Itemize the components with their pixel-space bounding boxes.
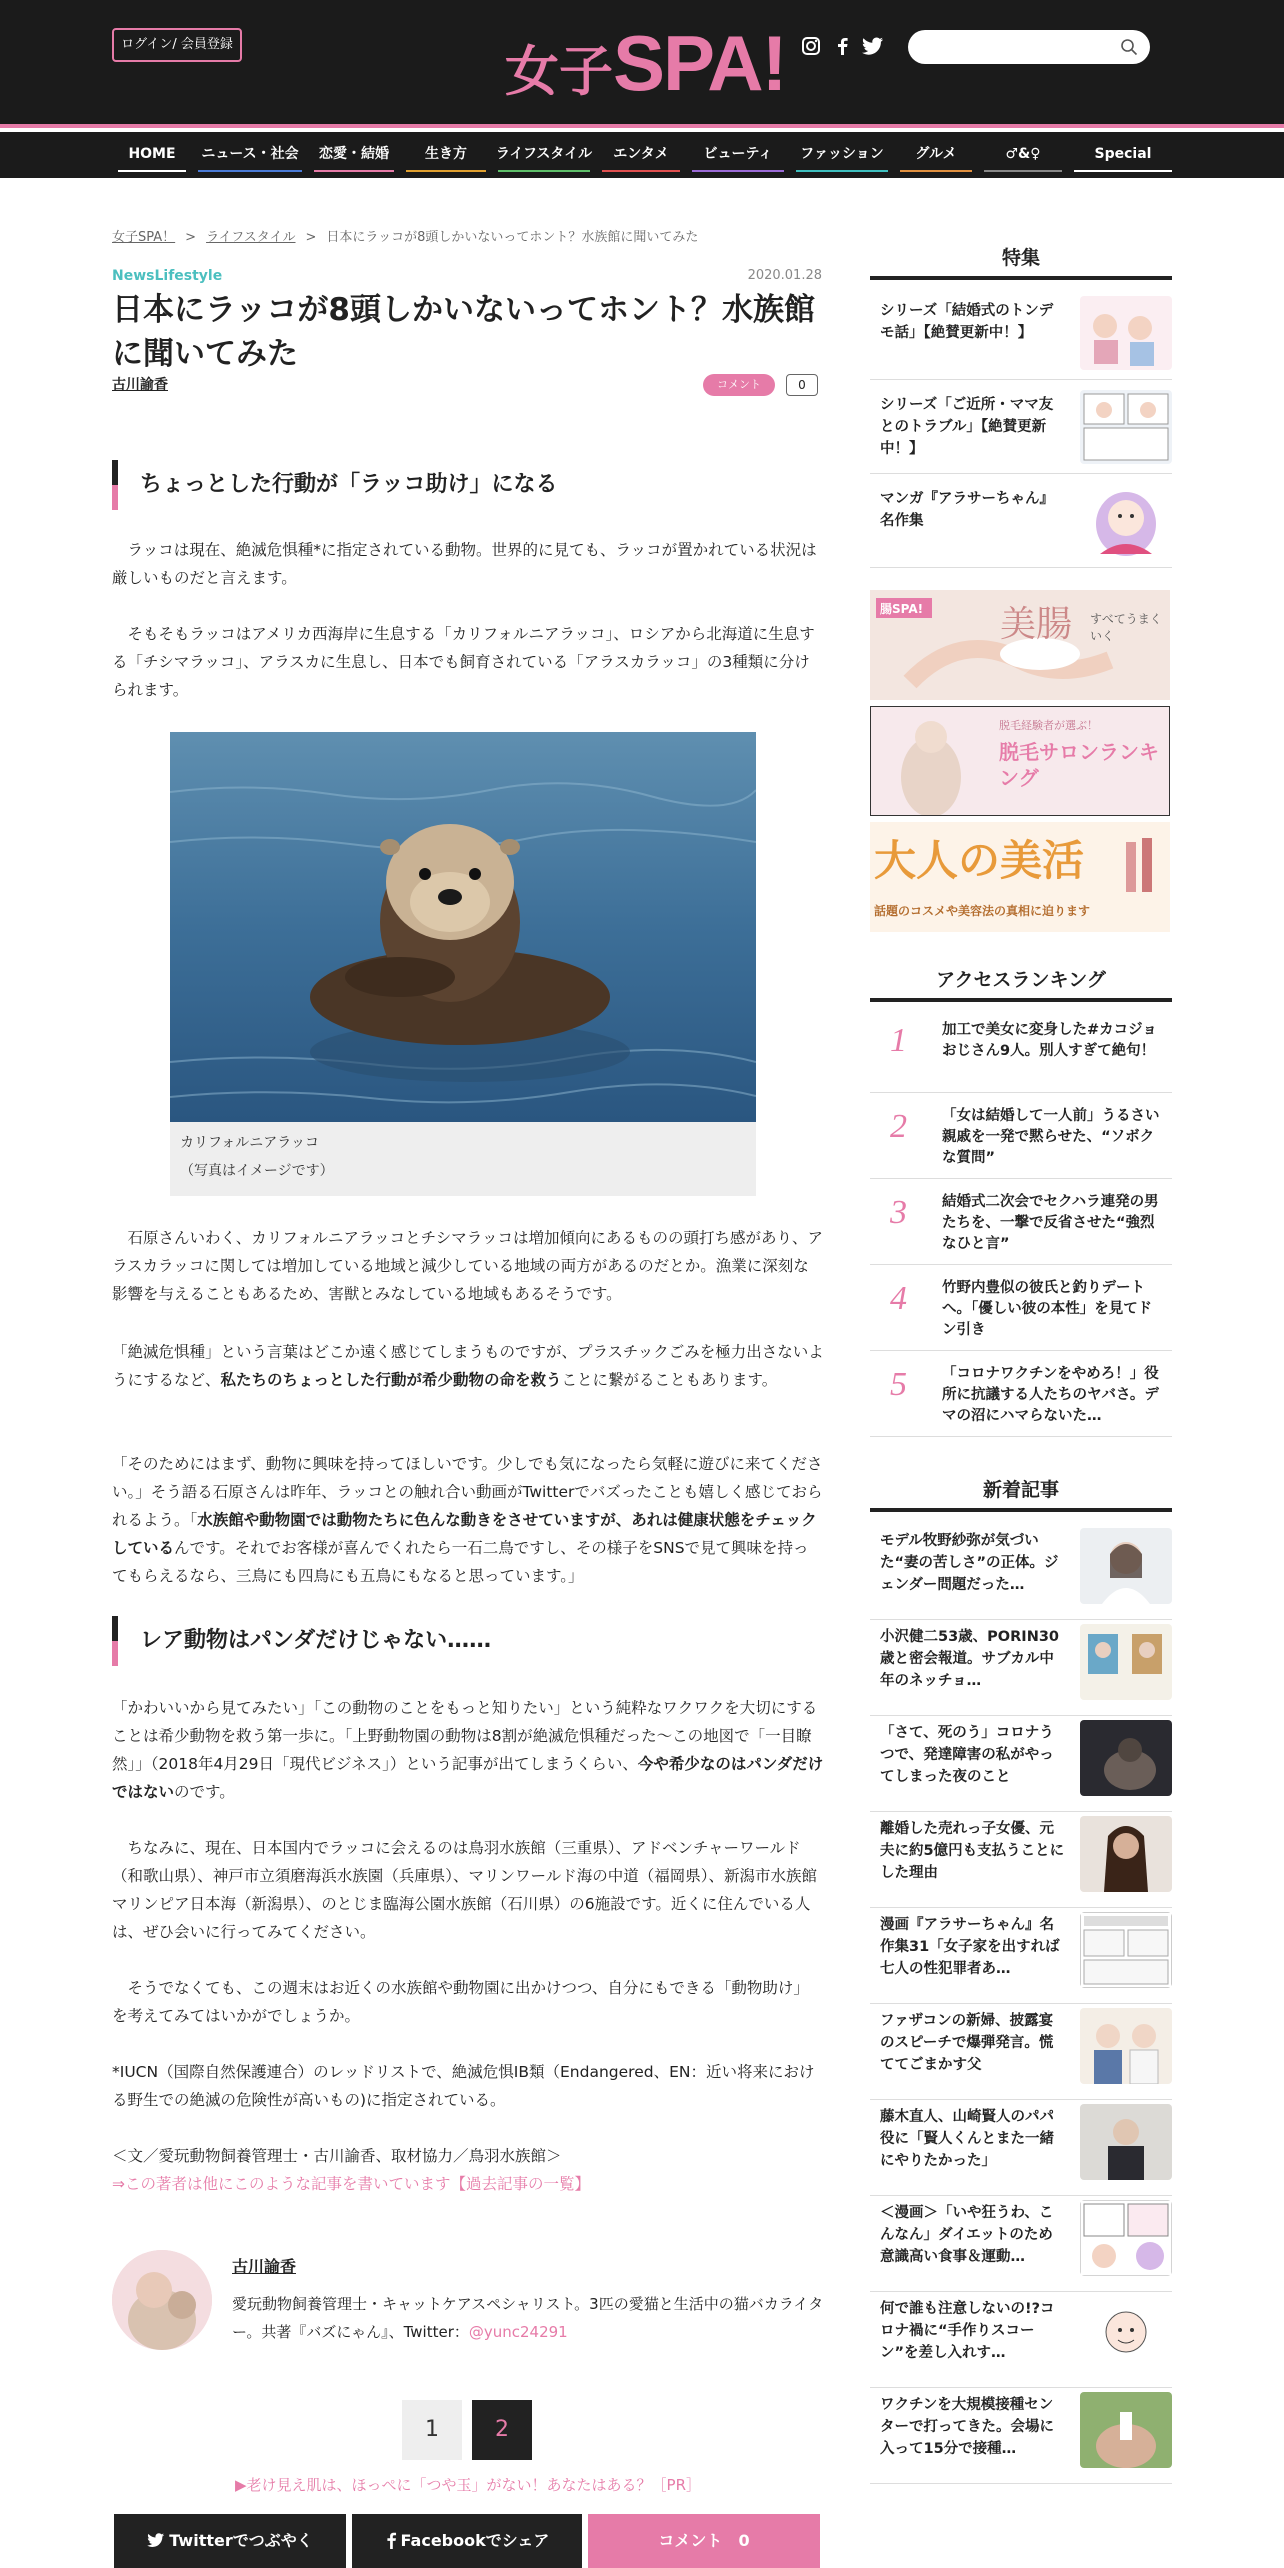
rank-number: 3	[890, 1194, 907, 1231]
new-article-item[interactable]	[870, 1812, 1172, 1908]
new-article-item[interactable]	[870, 2100, 1172, 2196]
article-paragraph: そもそもラッコはアメリカ西海岸に生息する「カリフォルニアラッコ」、ロシアから北海道に生息する「チシマラッコ」、アラスカに生息し、日本でも飼育されている「アラスカラッコ」の3種類に分けられます。	[112, 625, 815, 699]
featured-item-text: シリーズ「ご近所・ママ友とのトラブル」【絶賛更新中！】	[880, 397, 1054, 457]
ranking-item[interactable]	[870, 1352, 1172, 1437]
new-article-text: 何で誰も注意しないの!?コロナ禍に“手作りスコーン”を差し入れす…	[880, 2301, 1055, 2361]
article-paragraph: そうでなくても、この週末はお近くの水族館や動物園に出かけつつ、自分にもできる「動物助け」を考えてみてはいかがでしょうか。	[112, 1979, 809, 2025]
new-article-item[interactable]	[870, 1908, 1172, 2004]
text-span: 「絶滅危惧種」という言葉はどこか遠く感じてしまうものですが、プラスチックごみを極力出さないようにするなど、	[112, 1343, 824, 1389]
past-articles-link[interactable]: ⇒この著者は他にこのような記事を書いています【過去記事の一覧】	[112, 2175, 590, 2193]
rank-text: 結婚式二次会でセクハラ連発の男たちを、一撃で反省させた“強烈なひと言”	[942, 1194, 1159, 1252]
ad-tag: 腸SPA!	[880, 602, 924, 616]
new-article-text: 藤木直人、山崎賢人のパパ役に「賢人くんとまた一緒にやりたかった」	[880, 2109, 1054, 2169]
photo-caption-note: （写真はイメージです）	[180, 1163, 334, 1179]
nav-underline	[314, 170, 394, 172]
breadcrumb-section[interactable]: ライフスタイル	[206, 230, 296, 245]
new-article-text: 小沢健二53歳、PORIN30歳と密会報道。サブカル中年のネッチョ…	[880, 1629, 1060, 1689]
text-span: んです。それでお客様が喜んでくれたら一石二鳥ですし、その様子をSNSで見て興味を持ってもらえるなら、三鳥にも四鳥にも五鳥にもなると思っています。」	[112, 1539, 809, 1585]
page-button-2[interactable]: 2	[472, 2400, 532, 2460]
ad-title: 脱毛サロンランキング	[999, 740, 1159, 790]
breadcrumb	[112, 226, 698, 245]
featured-thumbnail	[1080, 484, 1172, 558]
facebook-icon[interactable]	[832, 36, 854, 58]
nav-label: 生き方	[425, 146, 467, 162]
ranking-item[interactable]	[870, 1008, 1172, 1093]
text-span: のです。	[174, 1783, 235, 1801]
nav-underline	[498, 170, 590, 172]
new-article-item[interactable]	[870, 2196, 1172, 2292]
article-figure	[170, 732, 756, 1196]
comment-label: コメント	[658, 2531, 723, 2550]
twitter-share-button[interactable]	[114, 2514, 346, 2568]
nav-underline	[692, 170, 784, 172]
new-article-text: 「さて、死のう」コロナうつで、発達障害の私がやってしまった夜のこと	[880, 1725, 1054, 1785]
featured-item-text: シリーズ「結婚式のトンデモ話」【絶賛更新中！】	[880, 303, 1054, 341]
ad-title: 大人の美活	[874, 836, 1085, 885]
new-article-text: ファザコンの新婦、披露宴のスピーチで爆弾発言。慌ててごまかす父	[880, 2013, 1054, 2073]
site-logo[interactable]	[505, 18, 786, 108]
nav-item-lifestyle[interactable]	[492, 132, 596, 178]
featured-item[interactable]	[870, 478, 1172, 568]
nav-label: ビューティ	[703, 146, 773, 162]
breadcrumb-current: 日本にラッコが8頭しかいないってホント？水族館に聞いてみた	[326, 230, 699, 245]
new-article-thumbnail	[1080, 1816, 1172, 1892]
breadcrumb-separator: >	[305, 230, 317, 245]
ad-banner-gut[interactable]	[870, 590, 1170, 700]
rank-number: 4	[890, 1280, 907, 1317]
breadcrumb-home[interactable]: 女子SPA！	[112, 230, 176, 245]
new-article-item[interactable]	[870, 2004, 1172, 2100]
new-article-thumbnail	[1080, 1528, 1172, 1604]
facebook-share-button[interactable]	[352, 2514, 582, 2568]
logo-jp: 女子	[505, 40, 613, 103]
comment-count: 0	[738, 2531, 750, 2550]
text-span: 「そのためにはまず、動物に興味を持ってほしいです。少しでも気になったら気軽に遊びに来てください。」そう語る石原さんは昨年、ラッコとの触れ合い動画がTwitterでバズったことも嬉しく感じておられるよう。「	[112, 1455, 823, 1529]
main-nav	[0, 132, 1284, 178]
new-article-item[interactable]	[870, 1716, 1172, 1812]
pr-link[interactable]: ▶老け見え肌は、ほっぺに「つや玉」がない！あなたはある？［PR］	[234, 2476, 701, 2494]
nav-underline	[900, 170, 972, 172]
nav-label: 恋愛・結婚	[319, 146, 389, 162]
new-article-text: 離婚した売れっ子女優、元夫に約5億円も支払うことにした理由	[880, 1821, 1065, 1881]
rank-text: 「女は結婚して一人前」うるさい親戚を一発で黙らせた、“ソボクな質問”	[942, 1108, 1160, 1166]
rank-text: 「コロナワクチンをやめろ！」役所に抗議する人たちのヤバさ。デマの沼にハマらないた…	[942, 1366, 1159, 1424]
new-article-item[interactable]	[870, 1524, 1172, 1620]
new-article-text: 漫画『アラサーちゃん』名作集31「女子家を出すれば七人の性犯罪者あ…	[880, 1917, 1060, 1977]
new-article-thumbnail	[1080, 1912, 1172, 1988]
logo-en: SPA!	[613, 19, 786, 107]
ranking-item[interactable]	[870, 1094, 1172, 1179]
nav-item-gender[interactable]	[978, 132, 1068, 178]
featured-item[interactable]	[870, 290, 1172, 380]
comment-share-button[interactable]	[588, 2514, 820, 2568]
nav-underline	[602, 170, 680, 172]
nav-item-special[interactable]	[1068, 132, 1178, 178]
section-heading: レア動物はパンダだけじゃない……	[112, 1616, 824, 1666]
nav-label: ニュース・社会	[201, 146, 299, 162]
article-footnote: *IUCN（国際自然保護連合）のレッドリストで、絶滅危惧IB類（Endangered、EN：近い将来における野生での絶滅の危険性が高いもの)に指定されている。	[112, 2063, 815, 2109]
sea-otter-photo	[170, 732, 756, 1122]
emphasis-text: 水族館や動物園では動物たちに色んな動きをさせていますが、あれは健康状態をチェックしている	[112, 1511, 817, 1557]
nav-label: Special	[1094, 146, 1152, 162]
twitter-icon	[147, 2532, 165, 2548]
author-description	[232, 2290, 824, 2346]
rank-text: 加工で美女に変身した#カコジョおじさん9人。別人すぎて絶句！	[942, 1022, 1157, 1059]
text-span: ことに繋がることもあります。	[561, 1371, 778, 1389]
ad-subtitle: 話題のコスメや美容法の真相に迫ります	[874, 904, 1091, 918]
ranking-title: アクセスランキング	[870, 962, 1172, 1002]
author-link[interactable]: 古川諭香	[112, 377, 168, 393]
login-button[interactable]: ログイン/ 会員登録	[112, 28, 242, 62]
author-bio: 愛玩動物飼養管理士・キャットケアスペシャリスト。3匹の愛猫と生活中の猫バカライター。共著『バズにゃん』、Twitter：	[232, 2295, 824, 2341]
comment-button[interactable]: コメント	[703, 374, 775, 396]
section-heading: ちょっとした行動が「ラッコ助け」になる	[112, 460, 824, 510]
article-paragraph: ラッコは現在、絶滅危惧種*に指定されている動物。世界的に見ても、ラッコが置かれている状況は厳しいものだと言えます。	[112, 541, 817, 587]
article-paragraph: 石原さんいわく、カリフォルニアラッコとチシマラッコは増加傾向にあるものの頭打ち感があり、アラスカラッコに関しては増加している地域と減少している地域の両方があるのだとか。漁業に深刻な影響を与えることもあるため、害獣とみなしている地域もあるそうです。	[112, 1229, 823, 1303]
article-paragraph	[112, 1338, 824, 1394]
nav-underline	[118, 170, 186, 172]
new-article-item[interactable]	[870, 2388, 1172, 2484]
breadcrumb-separator: >	[185, 230, 197, 245]
comment-count: 0	[786, 374, 818, 396]
nav-underline	[198, 170, 302, 172]
article-paragraph	[112, 1694, 824, 1806]
facebook-icon	[385, 2531, 397, 2549]
nav-item-entame[interactable]	[596, 132, 686, 178]
nav-item-love[interactable]	[308, 132, 400, 178]
twitter-share-label: Twitterでつぶやく	[169, 2531, 313, 2550]
article-paragraph: ちなみに、現在、日本国内でラッコに会えるのは鳥羽水族館（三重県）、アドベンチャーワールド（和歌山県）、神戸市立須磨海浜水族園（兵庫県）、マリンワールド海の中道（福岡県）、新潟市水族館マリンピア日本海（新潟県）、のとじま臨海公園水族館（石川県）の6施設です。近くに住んでいる人は、ぜひ会いに行ってみてください。	[112, 1839, 817, 1941]
rank-number: 5	[890, 1366, 907, 1403]
page-button-1[interactable]: 1	[402, 2400, 462, 2460]
nav-item-life[interactable]	[400, 132, 492, 178]
new-article-thumbnail	[1080, 2200, 1172, 2276]
nav-item-fashion[interactable]	[790, 132, 894, 178]
new-article-thumbnail	[1080, 1720, 1172, 1796]
author-name[interactable]: 古川諭香	[232, 2257, 297, 2276]
ranking-item[interactable]	[870, 1180, 1172, 1265]
featured-item[interactable]	[870, 384, 1172, 474]
photo-caption: カリフォルニアラッコ	[180, 1135, 320, 1151]
author-profile	[112, 2250, 824, 2360]
new-article-thumbnail	[1080, 2104, 1172, 2180]
ad-title: 美腸	[1000, 604, 1073, 645]
featured-title: 特集	[870, 240, 1172, 280]
emphasis-text: 今や希少なのはパンダだけではない	[112, 1755, 824, 1801]
new-article-thumbnail	[1080, 1624, 1172, 1700]
ad-banner-datsumo[interactable]	[870, 706, 1170, 816]
instagram-icon[interactable]	[800, 36, 822, 58]
emphasis-text: 私たちのちょっとした行動が希少動物の命を救う	[220, 1371, 562, 1389]
featured-thumbnail	[1080, 390, 1172, 464]
new-article-text: モデル牧野紗弥が気づいた“妻の苦しさ”の正体。ジェンダー問題だった…	[880, 1533, 1059, 1593]
search-input[interactable]	[908, 30, 1150, 64]
author-twitter-link[interactable]: @yunc24291	[468, 2323, 568, 2341]
article-category[interactable]: NewsLifestyle	[112, 268, 223, 284]
nav-label: エンタメ	[613, 146, 669, 162]
nav-item-gourmet[interactable]	[894, 132, 978, 178]
new-article-thumbnail	[1080, 2296, 1172, 2372]
ad-subtitle: すべてうまくいく	[1090, 612, 1162, 643]
rank-text: 竹野内豊似の彼氏と釣りデートへ。「優しい彼の本性」を見てドン引き	[942, 1280, 1152, 1338]
new-articles-title: 新着記事	[870, 1472, 1172, 1512]
nav-underline	[984, 170, 1062, 172]
featured-thumbnail	[1080, 296, 1172, 370]
nav-item-home[interactable]	[112, 132, 192, 178]
ad-subtitle: 脱毛経験者が選ぶ！	[999, 719, 1098, 732]
new-article-thumbnail	[1080, 2392, 1172, 2468]
rank-number: 2	[890, 1108, 907, 1145]
new-article-text: ＜漫画＞「いや狂うわ、こんなん」ダイエットのため意識高い食事＆運動…	[880, 2205, 1054, 2265]
ranking-item[interactable]	[870, 1266, 1172, 1351]
facebook-share-label: Facebookでシェア	[400, 2531, 550, 2550]
nav-label: ♂&♀	[1005, 146, 1041, 162]
featured-item-text: マンガ『アラサーちゃん』名作集	[880, 491, 1054, 529]
rank-number: 1	[890, 1022, 907, 1059]
new-article-item[interactable]	[870, 1620, 1172, 1716]
article-credit: ＜文／愛玩動物飼養管理士・古川諭香、取材協力／鳥羽水族館＞	[112, 2147, 562, 2165]
nav-label: ファッション	[800, 146, 884, 162]
article-title: 日本にラッコが8頭しかいないってホント？水族館に聞いてみた	[112, 292, 815, 372]
nav-label: グルメ	[915, 146, 957, 162]
nav-underline	[796, 170, 888, 172]
text-span: 「かわいいから見てみたい」「この動物のことをもっと知りたい」という純粋なワクワクを大切にすることは希少動物を救う第一歩に。「上野動物園の動物は8割が絶滅危惧種だった～この地図で「一目瞭然」」（2018年4月29日「現代ビジネス」）という記事が出てしまうくらい、	[112, 1699, 818, 1773]
nav-label: ライフスタイル	[495, 146, 593, 162]
ad-banner-bikatsu[interactable]	[870, 822, 1170, 932]
avatar[interactable]	[112, 2250, 212, 2350]
article-paragraph	[112, 1450, 824, 1590]
nav-item-beauty[interactable]	[686, 132, 790, 178]
article-date: 2020.01.28	[747, 268, 822, 283]
nav-underline	[406, 170, 486, 172]
twitter-icon[interactable]	[862, 36, 884, 58]
nav-underline	[1074, 170, 1172, 172]
new-article-thumbnail	[1080, 2008, 1172, 2084]
new-article-item[interactable]	[870, 2292, 1172, 2388]
nav-label: HOME	[128, 146, 176, 162]
search-icon[interactable]	[1120, 38, 1138, 56]
nav-item-news[interactable]	[192, 132, 308, 178]
site-header	[0, 0, 1284, 128]
new-article-text: ワクチンを大規模接種センターで打ってきた。会場に入って15分で接種…	[880, 2397, 1054, 2457]
